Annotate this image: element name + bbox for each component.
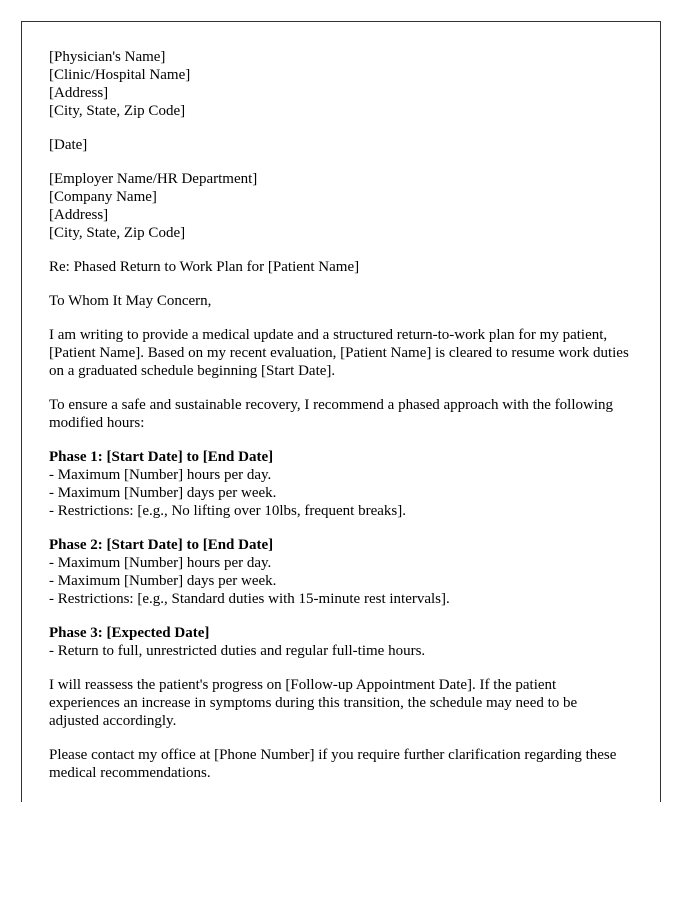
phase-2-section bbox=[49, 536, 629, 608]
recipient-city-state-zip: [City, State, Zip Code] bbox=[49, 225, 186, 241]
sender-address: [Address] bbox=[49, 85, 109, 101]
reassess-paragraph: I will reassess the patient's progress on [Follow-up Appointment Date]. If the patient experiences an increase in symptoms during this transition, the schedule may need to be adjusted accordingly. bbox=[49, 677, 578, 729]
date-block bbox=[49, 136, 629, 154]
contact-paragraph: Please contact my office at [Phone Number] if you require further clarification regarding these medical recommendations. bbox=[49, 747, 617, 781]
phase-1-item-days: - Maximum [Number] days per week. bbox=[49, 485, 277, 501]
intro-paragraph: I am writing to provide a medical update and a structured return-to-work plan for my patient, [Patient Name]. Based on my recent evaluation, [Patient Name] is cleared to resume work duties on a graduated schedule beginning [Start Date]. bbox=[49, 327, 629, 379]
sender-name: [Physician's Name] bbox=[49, 49, 166, 65]
phase-2-item-hours: - Maximum [Number] hours per day. bbox=[49, 555, 272, 571]
letter-body bbox=[49, 48, 629, 798]
approach-paragraph: To ensure a safe and sustainable recovery, I recommend a phased approach with the following modified hours: bbox=[49, 397, 614, 431]
phase-1-item-hours: - Maximum [Number] hours per day. bbox=[49, 467, 272, 483]
phase-2-heading: Phase 2: [Start Date] to [End Date] bbox=[49, 537, 274, 553]
phase-3-item-return: - Return to full, unrestricted duties and regular full-time hours. bbox=[49, 643, 426, 659]
sender-clinic: [Clinic/Hospital Name] bbox=[49, 67, 191, 83]
phase-1-section bbox=[49, 448, 629, 520]
recipient-address: [Address] bbox=[49, 207, 109, 223]
phase-3-section bbox=[49, 624, 629, 660]
phase-3-heading: Phase 3: [Expected Date] bbox=[49, 625, 210, 641]
recipient-name: [Employer Name/HR Department] bbox=[49, 171, 258, 187]
phase-2-item-days: - Maximum [Number] days per week. bbox=[49, 573, 277, 589]
subject-line: Re: Phased Return to Work Plan for [Patient Name] bbox=[49, 259, 360, 275]
recipient-address-block bbox=[49, 170, 629, 242]
salutation: To Whom It May Concern, bbox=[49, 293, 212, 309]
recipient-company: [Company Name] bbox=[49, 189, 157, 205]
sender-city-state-zip: [City, State, Zip Code] bbox=[49, 103, 186, 119]
phase-2-item-restrictions: - Restrictions: [e.g., Standard duties with 15-minute rest intervals]. bbox=[49, 591, 450, 607]
sender-address-block bbox=[49, 48, 629, 120]
letter-date: [Date] bbox=[49, 137, 88, 153]
phase-1-heading: Phase 1: [Start Date] to [End Date] bbox=[49, 449, 274, 465]
phase-1-item-restrictions: - Restrictions: [e.g., No lifting over 10lbs, frequent breaks]. bbox=[49, 503, 406, 519]
